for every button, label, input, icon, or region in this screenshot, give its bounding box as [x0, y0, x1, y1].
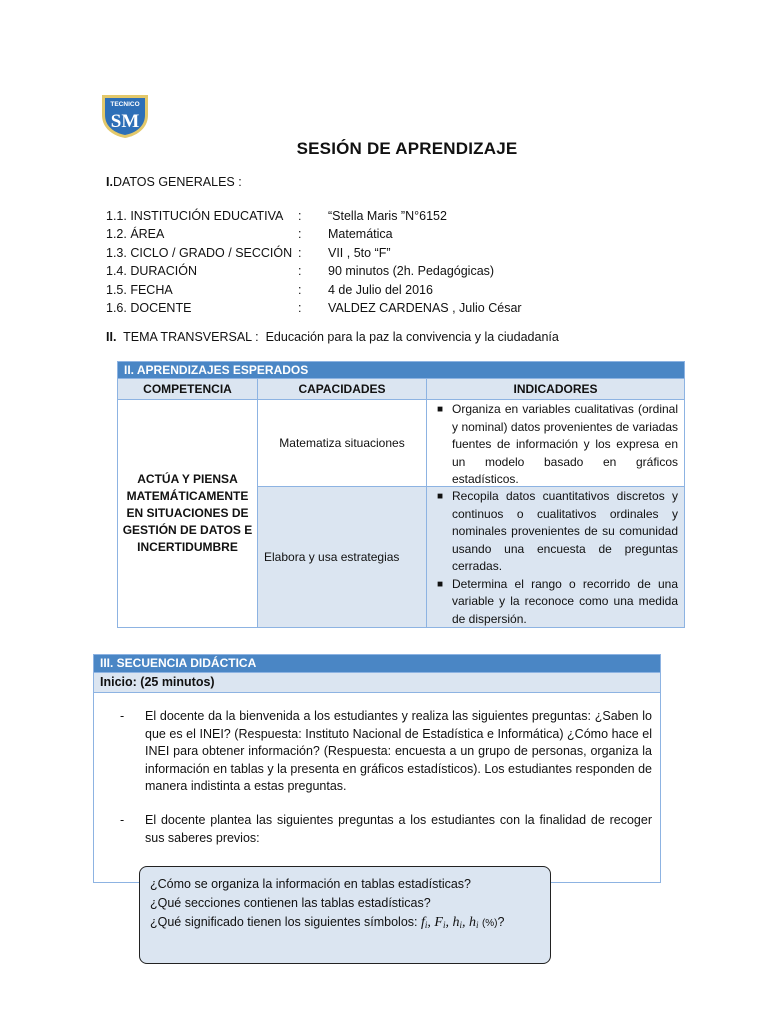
logo-top-text: TECNICO — [110, 101, 140, 108]
field-value: 4 de Julio del 2016 — [328, 282, 433, 297]
indicador-item — [435, 488, 678, 576]
question-1: ¿Cómo se organiza la información en tablas estadísticas? — [150, 877, 471, 891]
indicador-item — [435, 401, 678, 489]
list-item — [120, 708, 652, 796]
capacidad-cell: Elabora y usa estrategias — [258, 487, 427, 627]
field-colon: : — [298, 264, 302, 279]
field-label: 1.1. INSTITUCIÓN EDUCATIVA — [106, 209, 284, 223]
bullet-icon: ■ — [437, 491, 444, 502]
field-colon: : — [298, 282, 302, 297]
saberes-previos-box — [139, 866, 551, 964]
aprendizajes-table — [117, 361, 685, 628]
question-3-suffix: ? — [497, 915, 505, 929]
field-colon: : — [298, 301, 302, 315]
question-3-prefix: ¿Qué significado tienen los siguientes símbolos: — [150, 915, 418, 929]
indicador-text: Recopila datos cuantitativos discretos y continuos o cualitativos ordinales y nominales provenientes de su comunidad usando una encuesta de preguntas cerradas. — [452, 489, 678, 573]
field-label: 1.3. CICLO / GRADO / SECCIÓN — [106, 245, 293, 260]
field-value: Matemática — [328, 227, 393, 242]
indicador-text: Determina el rango o recorrido de una variable y la reconoce como una medida de dispersión. — [452, 576, 678, 626]
symbol-separator: , — [427, 915, 431, 930]
field-label: 1.5. FECHA — [106, 282, 173, 297]
symbol — [434, 915, 449, 930]
column-header-competencia: COMPETENCIA — [118, 379, 258, 399]
table-row — [258, 400, 684, 486]
table-row — [258, 486, 684, 627]
symbol-subscript: i — [442, 920, 446, 930]
table-column-headers — [118, 378, 684, 399]
secuencia-didactica-box — [93, 654, 661, 883]
question-2: ¿Qué secciones contienen las tablas estadísticas? — [150, 896, 431, 910]
list-item — [120, 812, 652, 847]
field-value: “Stella Maris ”N°6152 — [328, 209, 447, 223]
paragraph-text: El docente plantea las siguientes preguntas a los estudiantes con la finalidad de recoger sus saberes previos: — [145, 813, 652, 845]
field-colon: : — [298, 209, 302, 223]
symbol — [452, 915, 465, 930]
logo-monogram: SM — [110, 111, 140, 132]
tema-transversal — [106, 328, 559, 346]
capacidad-cell: Matematiza situaciones — [258, 400, 427, 486]
bullet-icon: ■ — [437, 578, 444, 590]
indicador-text: Organiza en variables cualitativas (ordinal y nominal) datos provenientes de variadas fuentes de información y los expresa en un modelo basado en gráficos estadísticos. — [452, 402, 678, 486]
competencia-cell: ACTÚA Y PIENSA MATEMÁTICAMENTE EN SITUACIONES DE GESTIÓN DE DATOS E INCERTIDUMBRE — [118, 400, 258, 627]
symbol-separator: , — [461, 915, 466, 930]
symbol — [421, 915, 431, 930]
school-logo — [100, 93, 150, 139]
secuencia-header: III. SECUENCIA DIDÁCTICA — [94, 655, 660, 672]
dash-marker: - — [120, 709, 125, 723]
percent-label: (%) — [481, 918, 498, 929]
field-label: 1.4. DURACIÓN — [106, 264, 197, 279]
symbol-subscript: i — [424, 920, 428, 930]
symbol-base: f — [421, 915, 425, 930]
field-label: 1.2. ÁREA — [106, 227, 165, 242]
tema-label: TEMA TRANSVERSAL : — [123, 330, 259, 344]
symbol-base: h — [452, 915, 460, 930]
indicadores-cell — [427, 400, 684, 486]
bullet-icon: ■ — [437, 404, 444, 415]
document-title: SESIÓN DE APRENDIZAJE — [296, 139, 518, 158]
field-colon: : — [298, 227, 302, 242]
indicadores-cell — [427, 487, 684, 627]
symbol-subscript: i — [475, 920, 479, 930]
indicador-item — [435, 576, 678, 629]
section-number: I. — [106, 175, 113, 189]
column-header-capacidades: CAPACIDADES — [258, 379, 427, 399]
statistical-symbols — [421, 915, 482, 929]
question-3 — [150, 913, 540, 935]
section-number: II. — [106, 330, 117, 344]
inicio-heading: Inicio: (25 minutos) — [94, 672, 660, 693]
symbol-subscript: i — [459, 920, 462, 930]
dash-marker: - — [120, 813, 125, 827]
field-value: 90 minutos (2h. Pedagógicas) — [328, 264, 495, 279]
field-label: 1.6. DOCENTE — [106, 301, 192, 315]
symbol-base: F — [434, 915, 443, 930]
field-value: VALDEZ CARDENAS , Julio César — [328, 301, 522, 315]
symbol-separator: , — [445, 915, 449, 930]
symbol-base: h — [468, 915, 476, 930]
tema-value: Educación para la paz la convivencia y la ciudadanía — [265, 330, 559, 344]
field-value: VII , 5to “F” — [328, 245, 391, 260]
field-colon: : — [298, 245, 302, 260]
symbol — [469, 915, 479, 930]
datos-generales-heading — [106, 173, 242, 191]
column-header-indicadores: INDICADORES — [513, 382, 598, 396]
section-heading: DATOS GENERALES : — [112, 175, 242, 189]
paragraph-text: El docente da la bienvenida a los estudiantes y realiza las siguientes preguntas: ¿Saben lo que es el INEI? (Respuesta: Instituto Nacional de Estadística e Informática) ¿Cómo hace el INEI para obtener información? (Respuesta: encuesta a un grupo de personas, organiza la información en tablas y la presenta en gráficos estadísticos). Los estudiantes responden de manera indistinta a estas preguntas. — [145, 709, 652, 793]
aprendizajes-header: II. APRENDIZAJES ESPERADOS — [118, 362, 684, 378]
